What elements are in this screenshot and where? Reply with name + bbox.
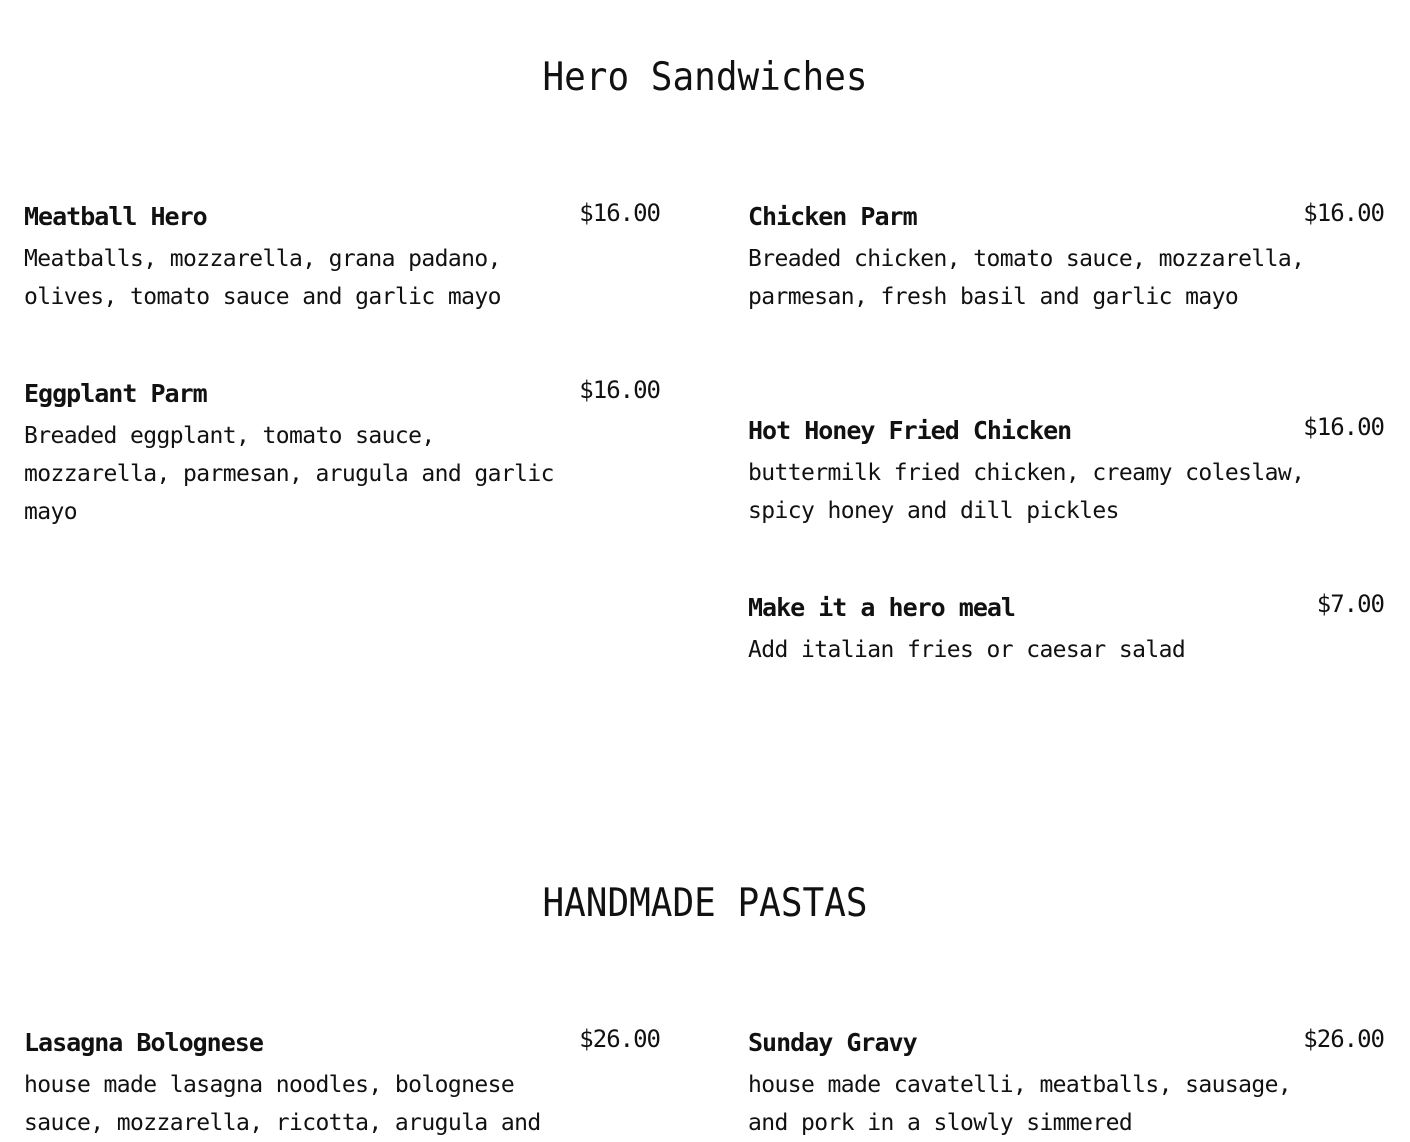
menu-item-hero-meal — [748, 591, 1384, 669]
item-name: Lasagna Bolognese — [24, 1028, 263, 1057]
item-name: Sunday Gravy — [748, 1028, 917, 1057]
item-name: Meatball Hero — [24, 202, 207, 231]
item-price: $16.00 — [579, 376, 660, 404]
menu-item-sunday-gravy — [748, 1026, 1384, 1142]
item-description: buttermilk fried chicken, creamy coleslaw, spicy honey and dill pickles — [748, 460, 1305, 524]
item-name: Eggplant Parm — [24, 379, 207, 408]
section-title-handmade-pastas: HANDMADE PASTAS — [542, 881, 868, 926]
item-price: $26.00 — [579, 1025, 660, 1053]
menu-item-chicken-parm — [748, 200, 1384, 316]
menu-item-hot-honey-fried-chicken — [748, 414, 1384, 530]
item-name: Hot Honey Fried Chicken — [748, 416, 1072, 445]
item-price: $16.00 — [1303, 199, 1384, 227]
item-price: $26.00 — [1303, 1025, 1384, 1053]
item-name: Chicken Parm — [748, 202, 917, 231]
item-price: $7.00 — [1316, 590, 1384, 618]
item-price: $16.00 — [579, 199, 660, 227]
item-description: Breaded eggplant, tomato sauce, mozzarella, parmesan, arugula and garlic mayo — [24, 423, 554, 525]
item-description: house made lasagna noodles, bolognese sauce, mozzarella, ricotta, arugula and — [24, 1072, 541, 1136]
menu-item-lasagna-bolognese — [24, 1026, 660, 1142]
section-title-hero-sandwiches: Hero Sandwiches — [542, 55, 868, 100]
item-description: Meatballs, mozzarella, grana padano, olives, tomato sauce and garlic mayo — [24, 246, 501, 310]
item-description: Add italian fries or caesar salad — [748, 637, 1186, 663]
item-name: Make it a hero meal — [748, 593, 1015, 622]
item-description: Breaded chicken, tomato sauce, mozzarella, parmesan, fresh basil and garlic mayo — [748, 246, 1305, 310]
item-description: house made cavatelli, meatballs, sausage, and pork in a slowly simmered — [748, 1072, 1292, 1136]
menu-item-meatball-hero — [24, 200, 660, 316]
item-price: $16.00 — [1303, 413, 1384, 441]
menu-item-eggplant-parm — [24, 377, 660, 531]
